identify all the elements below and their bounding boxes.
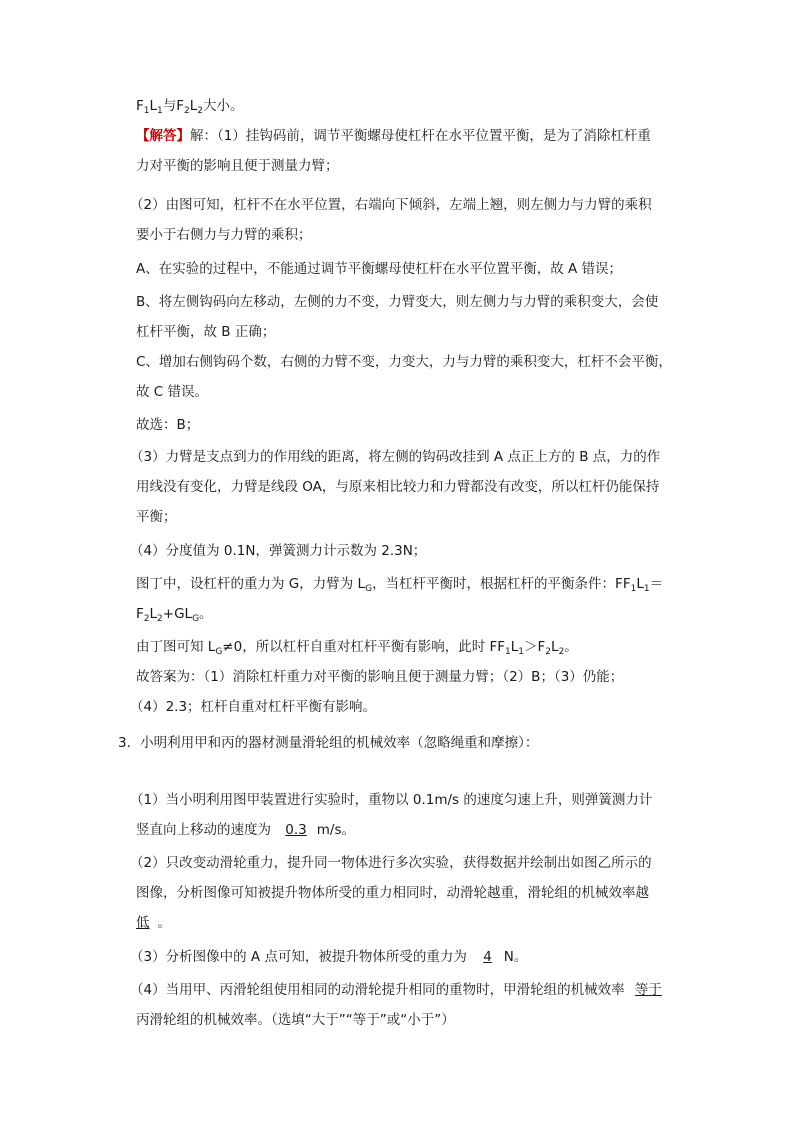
text-line: 竖直向上移动的速度为 0.3 m/s。 (136, 822, 356, 838)
text-line: 故选：B； (136, 417, 200, 433)
text-line: （4）当用甲、丙滑轮组使用相同的动滑轮提升相同的重物时，甲滑轮组的机械效率 等于 (130, 982, 662, 998)
text-line: 由丁图可知 $L_G\ne 0$，所以杠杆自重对杠杆平衡有影响，此时 $FF_1L_1>F_2L_2$。 (136, 639, 578, 657)
text-line: 用线没有变化，力臂是线段 OA，与原来相比较力和力臂都没有改变，所以杠杆仍能保持 (136, 479, 660, 495)
text-line: 杠杆平衡，故 B 正确； (136, 324, 276, 340)
text-line: （3）力臂是支点到力的作用线的距离，将左侧的钩码改挂到 A 点正上方的 B 点，力的作 (130, 449, 661, 465)
text-line: （4）2.3；杠杆自重对杠杆平衡有影响。 (130, 699, 377, 715)
text-line: （4）分度值为 0.1N，弹簧测力计示数为 2.3N； (130, 543, 427, 559)
text-line: 力对平衡的影响且便于测量力臂； (136, 158, 339, 174)
text-line: B、将左侧钩码向左移动，左侧的力不变，力臂变大，则左侧力与力臂的乘积变大，会使 (136, 294, 659, 310)
answer-speed: 0.3 (285, 822, 307, 838)
text-line: 低 。 (136, 915, 171, 931)
text-line: （2）只改变动滑轮重力，提升同一物体进行多次实验，获得数据并绘制出如图乙所示的 (130, 855, 652, 871)
question-3-stem: 3．小明利用甲和丙的器材测量滑轮组的机械效率（忽略绳重和摩擦）： (118, 735, 539, 751)
text-line: （1）当小明利用图甲装置进行实验时，重物以 0.1m/s 的速度匀速上升，则弹簧测力计 (130, 792, 653, 808)
text-line: 故 C 错误。 (136, 384, 209, 400)
text-line: （2）由图可知，杠杆不在水平位置，右端向下倾斜，左端上翘，则左侧力与力臂的乘积 (130, 197, 652, 213)
text-line: C、增加右侧钩码个数，右侧的力臂不变，力变大，力与力臂的乘积变大，杠杆不会平衡， (136, 354, 672, 370)
text-line: 要小于右侧力与力臂的乘积； (136, 227, 312, 243)
text-line: 丙滑轮组的机械效率。（选填“大于”“等于”或“小于”） (136, 1012, 455, 1028)
answer-weight: 4 (483, 949, 492, 965)
solution-label: 【解答】 (136, 128, 190, 144)
text-line: （3）分析图像中的 A 点可知，被提升物体所受的重力为 4 N。 (130, 949, 528, 965)
text-line: 故答案为：（1）消除杠杆重力对平衡的影响且便于测量力臂；（2）B；（3）仍能； (136, 669, 624, 685)
text-line: A、在实验的过程中，不能通过调节平衡螺母使杠杆在水平位置平衡，故 A 错误； (136, 261, 623, 277)
text-line: $F_2L_2+GL_G$。 (136, 606, 213, 624)
solution-heading-line: 【解答】解：（1）挂钩码前，调节平衡螺母使杠杆在水平位置平衡，是为了消除杠杆重 (136, 128, 651, 144)
text-line: 平衡； (136, 509, 177, 525)
text-line: 图像，分析图像可知被提升物体所受的重力相同时，动滑轮越重，滑轮组的机械效率越 (136, 885, 649, 901)
text-line: $F_1L_1$与$F_2L_2$大小。 (136, 98, 244, 116)
answer-compare: 等于 (634, 982, 662, 998)
answer-efficiency: 低 (136, 915, 150, 931)
text-line: 图丁中，设杠杆的重力为 G，力臂为 $L_G$，当杠杆平衡时，根据杠杆的平衡条件：$FF_1L_1=$ (136, 576, 664, 594)
